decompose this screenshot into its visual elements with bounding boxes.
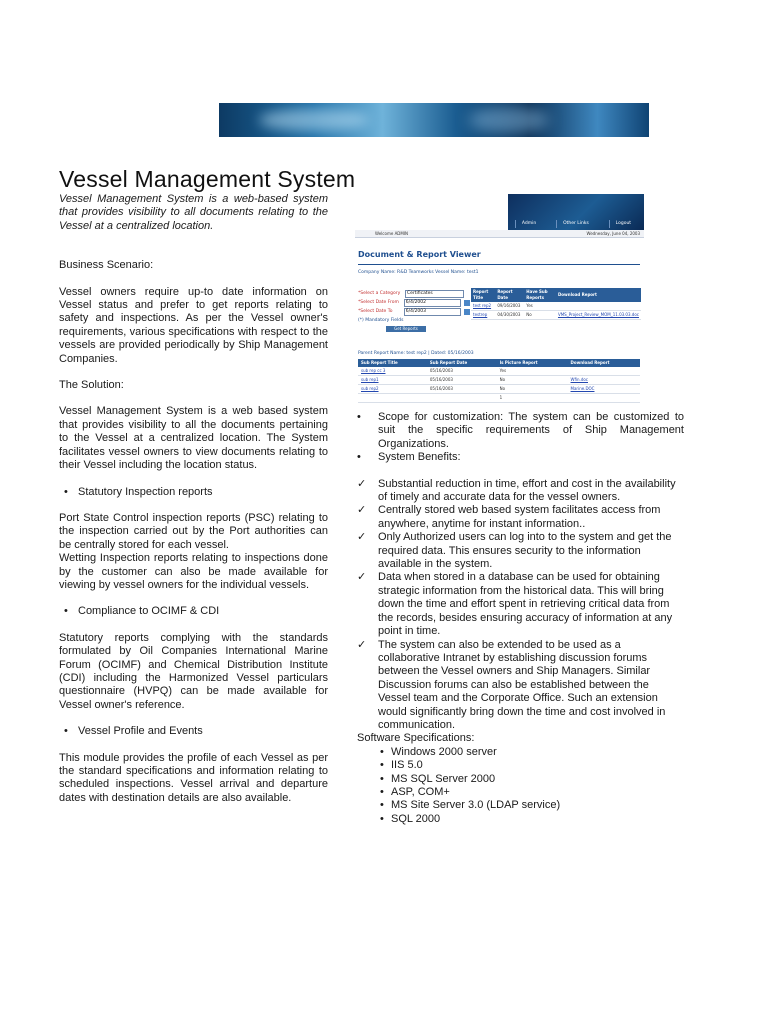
business-paragraph: Vessel owners require up-to date information on Vessel status and prefer to get reports relating to safety and inspections. As per the Vessel owner's requirements, various specifications with respect to the vessels are provided periodically by Ship Management Companies. xyxy=(59,285,328,365)
table-row: sub rep cc 3 05/16/2003 Yes xyxy=(358,367,640,376)
checkmark-icon: ✓ xyxy=(357,638,367,651)
specs-list xyxy=(357,746,684,826)
table-row: test rep2 09/16/2003 Yes xyxy=(471,302,641,311)
calendar-icon xyxy=(464,309,470,315)
checkmark-icon: ✓ xyxy=(357,477,367,490)
sub-report-table: Sub Report Title Sub Report Date Is Picture Report Download Report sub rep cc 3 05/16/2003 Yes sub rep1 05/16/2003 No Wfin.doc sub rep2 05/16/2003 No Marine.DOC 1 xyxy=(358,359,640,403)
bullet-compliance: • Compliance to OCIMF & CDI xyxy=(64,605,220,618)
list-item: • ASP, COM+ xyxy=(380,785,450,798)
report-filter-form: *Select a Category Certificates *Select Date From 6/4/2002 *Select Date To 6/4/2003 (*) Mandatory Fields Get Reports xyxy=(358,291,470,332)
date-to-field: 6/4/2003 xyxy=(404,308,461,316)
scope-item: • Scope for customization: The system can be customized to suit the specific requirements of Ship Management Organizations. xyxy=(357,411,684,450)
app-screenshot xyxy=(355,194,644,410)
calendar-icon xyxy=(464,300,470,306)
bullet-icon: • xyxy=(357,451,361,464)
specs-heading: Software Specifications: xyxy=(357,732,475,745)
benefit-item: ✓ The system can also be extended to be used as a collaborative Intranet by establishing discussion forums between the Vessel owners and Ship Managers. Similar Discussion forums can also be established between the Vessel team and the Corporate Office. Such an extension would significantly bring down the time and cost involved in communication. xyxy=(357,638,666,731)
nav-logout: Logout xyxy=(609,220,637,228)
solution-paragraph: Vessel Management System is a web based system that provides visibility to all the documents pertaining to the Vessel at a centralized location. The System facilitates vessel owners to view documents relating to their Vessel including the location status. xyxy=(59,405,328,472)
psc-paragraph: Port State Control inspection reports (PSC) relating to the inspection carried out by the Port authorities can be centrally stored for each vessel. xyxy=(59,511,328,551)
benefit-item: ✓ Centrally stored web based system facilitates access from anywhere, anytime for instant information.. xyxy=(357,504,661,530)
benefit-item: ✓ Data when stored in a database can be used for obtaining strategic information from the historical data. This will bring down the time and effort spent in retrieving critical data from the records, besides ensuring accuracy of information at any point in time. xyxy=(357,571,673,638)
checkmark-icon: ✓ xyxy=(357,571,367,584)
nav-other-links: Other Links xyxy=(556,220,595,228)
list-item: • Windows 2000 server xyxy=(380,745,497,758)
table-row: testrep 04/30/2003 No VMS_Project_Review_MOM_11.03.03.doc xyxy=(471,311,641,320)
list-item: • MS SQL Server 2000 xyxy=(380,772,496,785)
list-item: • SQL 2000 xyxy=(380,812,441,825)
table-row: sub rep2 05/16/2003 No Marine.DOC xyxy=(358,385,640,394)
wetting-paragraph: Wetting Inspection reports relating to inspections done by the customer can also be made available for viewing by vessel owners for the individual vessels. xyxy=(59,552,328,591)
nav-admin: Admin xyxy=(515,220,542,228)
benefit-item: ✓ Only Authorized users can log into to the system and get the required data. This ensures security to the information available in the system. xyxy=(357,531,672,571)
intro-paragraph: Vessel Management System is a web-based system that provides visibility to all documents relating to the Vessel at a centralized location. xyxy=(59,193,328,232)
bullet-statutory: • Statutory Inspection reports xyxy=(64,485,213,498)
bullet-icon: • xyxy=(357,411,361,423)
left-column xyxy=(59,193,328,805)
viewer-title: Document & Report Viewer xyxy=(358,250,481,259)
table-row: sub rep1 05/16/2003 No Wfin.doc xyxy=(358,376,640,385)
welcome-bar: Welcome ADMIN Wednesday, June 04, 2003 xyxy=(355,230,644,238)
page-title: Vessel Management System xyxy=(59,166,356,192)
list-item: • IIS 5.0 xyxy=(380,759,423,772)
page-number: 1 xyxy=(497,394,568,403)
checkmark-icon: ✓ xyxy=(357,504,367,517)
header-banner-image xyxy=(219,103,649,137)
pager-row xyxy=(358,394,640,403)
category-select: Certificates xyxy=(405,290,464,298)
get-reports-button: Get Reports xyxy=(386,326,426,332)
right-column xyxy=(357,411,684,826)
solution-heading: The Solution: xyxy=(59,379,124,392)
profile-paragraph: This module provides the profile of each Vessel as per the standard specifications and information relating to scheduled inspections. Vessel arrival and departure dates with destination details are also available. xyxy=(59,751,328,804)
list-item: • MS Site Server 3.0 (LDAP service) xyxy=(380,799,561,812)
screenshot-nav xyxy=(508,218,644,230)
checkmark-icon: ✓ xyxy=(357,531,367,544)
report-table: Report Title Report Date Have Sub Reports Download Report test rep2 09/16/2003 Yes testrep 04/30/2003 No VMS_Project_Review_MOM_11.03.03.doc xyxy=(471,288,641,320)
bullet-profile: • Vessel Profile and Events xyxy=(64,725,203,738)
company-line: Company Name: R&D Teamworks Vessel Name: test1 xyxy=(358,270,479,275)
parent-report-line: Parent Report Name: test rep2 | Dated: 05/16/2003 xyxy=(358,351,474,356)
benefits-heading-item: • System Benefits: xyxy=(357,451,461,464)
date-from-field: 6/4/2002 xyxy=(404,299,461,307)
statutory-paragraph: Statutory reports complying with the standards formulated by Oil Companies International Marine Forum (OCIMF) and Chemical Distribution Institute (CDI) including the Harmonized Vessel particulars questionnaire (HVPQ) can be made available for Vessel owner's reference. xyxy=(59,631,328,711)
business-heading: Business Scenario: xyxy=(59,259,154,272)
benefit-item: ✓ Substantial reduction in time, effort and cost in the availability of timely and accurate data for the vessel owners. xyxy=(357,477,676,504)
